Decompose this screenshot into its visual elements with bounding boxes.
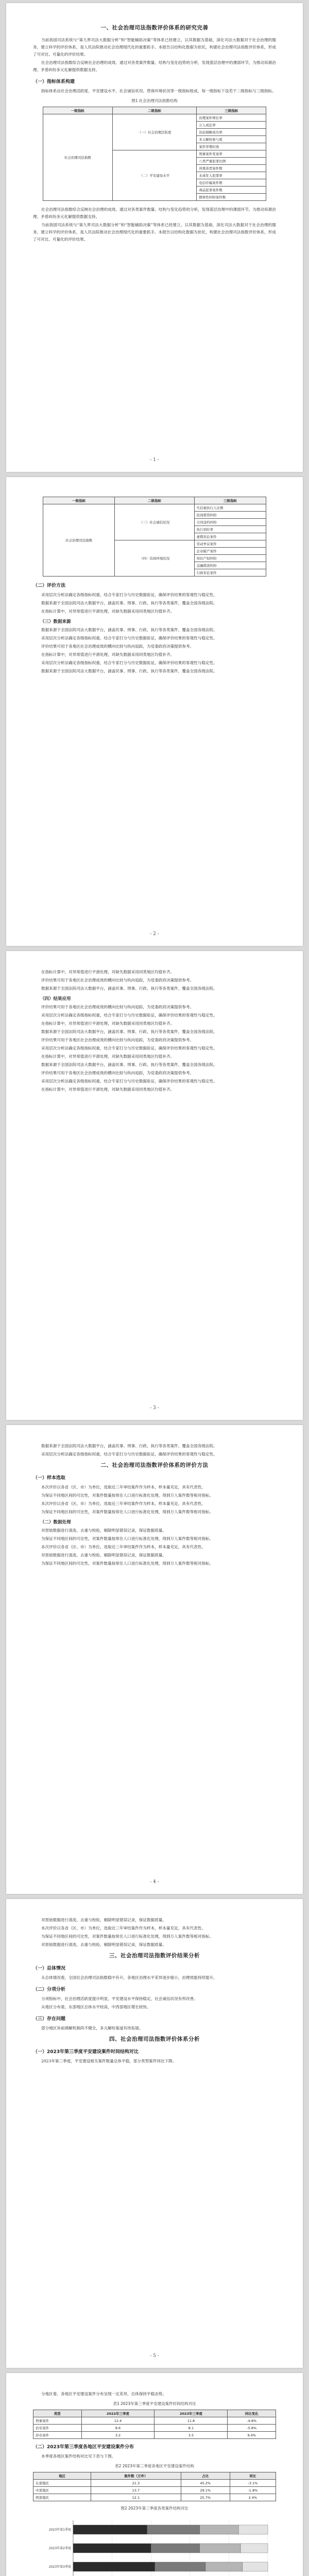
subheading: （二）2023年第三季度各地区平安建设案件分布 [33,2445,134,2450]
category-label: 2023年第2季度 [48,2547,71,2550]
subheading: （二）评价方法 [33,583,66,588]
table-cell: 社会治理司法指数 [43,504,114,577]
category-label: 2023年第1季度 [48,2528,71,2532]
paragraph: 部分地区诉前调解机制尚不健全，多元解纷渠道有待拓展。 [41,2026,143,2030]
paragraph: 评价结果可用于各地区社会治理成效的横向比较与纵向追踪，为党委政府决策提供参考。 [41,1038,194,1042]
paragraph: 分项指标中，社会治理活跃度提升明显，平安建设水平保持稳定，社会诚信状况有所改善。 [41,1996,198,2001]
table-header: 类型 [33,2410,82,2417]
paragraph: 当前我国司法系统与“第九界司法大数据分析”和“智能辅助决策”等体系已经建立，以其数据为基础，深化司法大数据对于社会治理的服务，建立科学的评价体系，是人民法院推动社会治理现代化的重要抓手。本报告以结构化数据为依托，构建社会治理司法指数评价体系，形成了可对比、可量化的评价结果。 [33,38,276,57]
table-header: 一级指标 [43,497,114,504]
paragraph: 采用层次分析法确定各级指标权重，结合专家打分与历史数据验证，确保评价结果的客观性与稳定性。 [41,636,217,640]
paragraph: 在指标计算中，对异常值进行平滑处理，对缺失数据采用同类地区均值补齐。 [41,1054,175,1059]
paragraph: 社会治理司法指数综合反映社会治理的成效。通过对各类案件数量、结构与变化趋势的分析，发现基层治理中的薄弱环节，为推动诉源治理、矛盾纠纷多元化解提供数据支持。 [33,207,276,219]
paragraph: 评价结果可用于各地区社会治理成效的横向比较与纵向追踪，为党委政府决策提供参考。 [41,978,194,982]
page-number: - 2 - [150,931,159,937]
table-cell: 劳动争议案件 [194,540,266,548]
subheading: （一）总体情况 [33,1966,66,1971]
paragraph: 对原始数据进行清洗、去重与校验，剔除明显错误记录，保证数据质量。 [41,1918,166,1922]
paragraph: 为保证不同地区间的可比性，对案件数量按常住人口进行标准化处理，得到万人案件数等相对指标。 [41,1561,214,1566]
subheading: （二）分项分析 [33,1987,66,1992]
paragraph: 为保证不同地区间的可比性，对案件数量按常住人口进行标准化处理，得到万人案件数等相对指标。 [41,1536,214,1541]
table-cell: 8.1 [154,2425,228,2432]
bar-segment [155,2562,205,2571]
table-cell: 行政诉讼案件 [194,569,266,577]
page-6 [6,2373,303,2576]
table-cell: 失信被执行人比例 [194,504,266,512]
table-cell: 8.6 [81,2425,154,2432]
paragraph: 采用层次分析法确定各级指标权重，结合专家打分与历史数据验证，确保评价结果的客观性与稳定性。 [41,660,217,665]
table-header: 2023年三季度 [154,2410,228,2417]
paragraph: 采用层次分析法确定各级指标权重，结合专家打分与历史数据验证，确保评价结果的客观性与稳定性。 [41,1079,217,1083]
paragraph: 2023年第三季度，平安建设相关案件数量总体平稳，部分类型案件同比下降。 [41,2059,177,2063]
paragraph: 当前我国司法系统与“第九界司法大数据分析”和“智能辅助决策”等体系已经建立，以其数据为基础，深化司法大数据对于社会治理的服务，建立科学的评价体系，是人民法院推动社会治理现代化的重要抓手。本报告以结构化数据为依托，构建社会治理司法指数评价体系，形成了可对比、可量化的评价结果。 [33,223,276,242]
page-number: - 4 - [150,1879,159,1885]
paragraph: 本季度各地区案件结构对比见下表与下图。 [41,2454,116,2459]
index-table [43,107,266,201]
table-cell: 13.7 [91,2487,181,2494]
paragraph: 在指标计算中，对异常值进行平滑处理，对缺失数据采用同类地区均值补齐。 [41,970,175,974]
paragraph: 社会治理司法指数综合反映社会治理的成效。通过对各类案件数量、结构与变化趋势的分析，发现基层治理中的薄弱环节，为推动诉源治理、矛盾纠纷多元化解提供数据支持。 [33,60,276,72]
table-cell: 社会治理司法指数 [43,114,112,201]
table-row [33,2432,276,2439]
bar-segment [147,2525,200,2534]
table-cell: 3.2 [81,2432,154,2439]
table-cell: 25.7% [181,2494,230,2501]
table-cell: 12.1 [91,2494,181,2501]
table-cell: 刑事案件 [33,2417,82,2425]
table-row [33,2487,276,2494]
table-cell: 治理案件增长率 [197,114,266,122]
subheading: （一）样本选取 [33,1476,66,1481]
table-cell: （二）平安建设水平 [112,150,197,201]
paragraph: 数据来源于全国法院司法大数据平台，涵盖民事、刑事、行政、执行等各类案件，覆盖全国各级法院。 [41,1029,217,1034]
paragraph: 指标体系由社会治理活跃度、平安建设水平、社会诚信状况、营商环境状况等一级指标组成，每一级指标下设若干二级指标与三级指标。 [41,89,276,93]
page-5 [6,1899,303,2368]
table-header: 2022年三季度 [81,2410,154,2417]
paragraph: 数据来源于全国法院司法大数据平台，涵盖民事、刑事、行政、执行等各类案件，覆盖全国各级法院。 [41,986,217,991]
section-heading: 一、社会治理司法指数评价体系的研究完善 [100,25,209,31]
category-label: 2023年第3季度 [48,2565,71,2569]
table-cell: 案件审理时效 [197,143,266,150]
bar-segment [241,2544,268,2553]
paragraph: 数据来源于全国法院司法大数据平台，涵盖民事、刑事、行政、执行等各类案件，覆盖全国各级法院。 [41,669,217,673]
table-cell: 群体性纠纷案件数 [197,194,266,201]
data-table [33,2472,276,2501]
paragraph: 从总体情况看，全国社会治理司法指数稳中有升，各地区治理水平差异逐步缩小，治理效能持续提升。 [41,1975,217,1980]
paragraph: 从地区分布看，东部地区总体水平较高，中西部地区增长较快。 [41,2005,151,2009]
section-heading: 二、社会治理司法指数评价体系的评价方法 [100,1462,209,1468]
bar-segment [73,2544,151,2553]
page-number: - 5 - [150,2353,159,2359]
table-cell: 45.2% [181,2480,230,2487]
table-cell: （一）社会治理活跃度 [112,114,197,150]
page-2 [6,477,303,946]
paragraph: 本次评价以各省（区、市）为单位，选取近三年审结案件作为样本，样本量充足，具有代表性。 [41,1545,205,1549]
table-header: 三级指标 [194,497,266,504]
table-cell: （三）社会诚信状况 [115,504,194,540]
table-header: 二级指标 [112,107,197,114]
table-row [33,2480,276,2487]
table-cell: -3.1% [230,2480,276,2487]
bar-segment [238,2525,268,2534]
subheading: （二）数据处理 [40,1520,71,1525]
table-cell: -4.8% [228,2417,276,2425]
table-cell: 知识产权纠纷 [194,555,266,562]
paragraph: 分地区看，各地区平安建设案件分布呈现一定差异，总体保持平稳态势。 [41,2392,166,2396]
paragraph: 评价结果可用于各地区社会治理成效的横向比较与纵向追踪，为党委政府决策提供参考。 [41,1005,194,1009]
paragraph: 对原始数据进行清洗、去重与校验，剔除明显错误记录，保证数据质量。 [41,1553,166,1557]
subheading: （三）数据来源 [40,619,71,624]
paragraph: 评价结果可用于各地区社会治理成效的横向比较与纵向追踪，为党委政府决策提供参考。 [41,644,194,649]
table-header: 同比 [230,2472,276,2480]
table-cell: 金融借款纠纷 [194,562,266,569]
table-row [33,2494,276,2501]
paragraph: 在指标计算中，对异常值进行平滑处理，对缺失数据采用同类地区均值补齐。 [41,1087,175,1092]
index-table [43,497,266,577]
table-cell: 9.4% [228,2432,276,2439]
bar-segment [151,2544,200,2553]
table-cell: 电信诈骗案件数 [197,179,266,187]
table-cell: 毒品犯罪案件数 [197,187,266,194]
table-cell: 民间借贷纠纷 [194,512,266,519]
bar-segment [73,2562,155,2571]
table-cell: -1.8% [230,2487,276,2494]
page-number: - 3 - [150,1405,159,1411]
table-cell: 12.4 [81,2417,154,2425]
bar-segment [200,2525,239,2534]
table-cell: 多元解纷参与度 [197,136,266,143]
table-cell: 涉黑涉恶案件数 [197,165,266,172]
subheading: （一）指标体系构建 [33,79,75,84]
table-cell: 企业破产案件 [194,548,266,555]
paragraph: 数据来源于全国法院司法大数据平台，涵盖民事、刑事、行政、执行等各类案件，覆盖全国各级法院。 [41,1062,217,1067]
paragraph: 采用层次分析法确定各级指标权重，结合专家打分与历史数据验证，确保评价结果的客观性与稳定性。 [41,592,217,597]
bar-segment [243,2562,268,2571]
table-row [33,2417,276,2425]
table-cell: 西部地区 [33,2494,91,2501]
table-cell: 合同违约纠纷 [194,519,266,526]
page-3 [6,951,303,1420]
table-cell: 11.8 [154,2417,228,2425]
table-cell: 中部地区 [33,2487,91,2494]
table-row [33,2425,276,2432]
paragraph: 本次评价以各省（区、市）为单位，选取近三年审结案件作为样本，样本量充足，具有代表性。 [41,1501,205,1506]
paragraph: 本次评价以各省（区、市）为单位，选取近三年审结案件作为样本，样本量充足，具有代表性。 [41,1926,205,1930]
paragraph: 在指标计算中，对异常值进行平滑处理，对缺失数据采用同类地区均值补齐。 [41,609,175,614]
page-number: - 1 - [150,457,159,463]
paragraph: 采用层次分析法确定各级指标权重，结合专家打分与历史数据验证，确保评价结果的客观性与稳定性。 [41,1013,217,1018]
data-table [33,2410,276,2439]
bar-segment [205,2562,243,2571]
table-cell: 虚假诉讼案件 [194,533,266,540]
paragraph: 为保证不同地区间的可比性，对案件数量按常住人口进行标准化处理，得到万人案件数等相对指标。 [41,1934,214,1939]
paragraph: 数据来源于全国法院司法大数据平台，涵盖民事、刑事、行政、执行等各类案件，覆盖全国各级法院。 [41,601,217,605]
paragraph: 采用层次分析法确定各级指标权重，结合专家打分与历史数据验证，确保评价结果的客观性与稳定性。 [41,1046,217,1050]
table-cell: 21.3 [91,2480,181,2487]
table-cell: 八类严重犯罪比例 [197,158,266,165]
bar-segment [73,2525,147,2534]
chart-caption: 图2 2023年第三季度各类案件结构对比 [121,2506,188,2511]
paragraph: 数据来源于全国法院司法大数据平台，涵盖民事、刑事、行政、执行等各类案件，覆盖全国各级法院。 [41,1444,217,1448]
table-cell: 未成年人犯罪率 [197,172,266,179]
table-cell: 2.4% [230,2494,276,2501]
paragraph: 对原始数据进行清洗、去重与校验，剔除明显错误记录，保证数据质量。 [41,1942,166,1947]
table-cell: （四）营商环境状况 [115,540,194,577]
table-cell: -5.8% [228,2425,276,2432]
table-header: 案件数（万件） [91,2472,181,2480]
table-cell: 治安案件 [33,2425,82,2432]
section-heading: 三、社会治理司法指数评价结果分析 [109,1953,200,1959]
table-cell: 29.1% [181,2487,230,2494]
stacked-bar-chart [33,2516,276,2576]
paragraph: 采用层次分析法确定各级指标权重，结合专家打分与历史数据验证，确保评价结果的客观性与稳定性。 [41,1452,217,1456]
table-caption: 表1 2023年第三季度平安建设案件时间结构对比 [113,2401,196,2406]
page-4 [6,1425,303,1894]
table-cell: 执行到位率 [194,526,266,533]
paragraph: 本次评价以各省（区、市）为单位，选取近三年审结案件作为样本，样本量充足，具有代表性。 [41,1485,205,1489]
table-header: 二级指标 [115,497,194,504]
subheading: （四）结果应用 [40,996,71,1002]
paragraph: 数据来源于全国法院司法大数据平台，涵盖民事、刑事、行政、执行等各类案件，覆盖全国各级法院。 [41,628,217,632]
table-header: 占比 [181,2472,230,2480]
section-heading: 四、社会治理司法指数评价体系分析 [109,2036,200,2042]
table-caption: 图1 社会治理司法指数结构 [131,98,178,103]
table-cell: 涉众案件 [33,2432,82,2439]
paragraph: 为保证不同地区间的可比性，对案件数量按常住人口进行标准化处理，得到万人案件数等相对指标。 [41,1493,214,1498]
table-header: 同比变化 [228,2410,276,2417]
subheading: （一）2023年第三季度平安建设案件时间结构对比 [33,2049,139,2055]
table-cell: 刑事案件发案率 [197,150,266,158]
table-cell: 东部地区 [33,2480,91,2487]
table-cell: 3.5 [154,2432,228,2439]
paragraph: 在指标计算中，对异常值进行平滑处理，对缺失数据采用同类地区均值补齐。 [41,652,175,657]
table-cell: 诉前调解成功率 [197,129,266,136]
paragraph: 对原始数据进行清洗、去重与校验，剔除明显错误记录，保证数据质量。 [41,1528,166,1533]
table-caption: 表2 2023年第三季度各地区平安建设案件结构 [115,2464,194,2468]
paragraph: 在指标计算中，对异常值进行平滑处理，对缺失数据采用同类地区均值补齐。 [41,1021,175,1026]
paragraph: 评价结果可用于各地区社会治理成效的横向比较与纵向追踪，为党委政府决策提供参考。 [41,1071,194,1075]
bar-segment [200,2544,241,2553]
table-cell: 万人成讼率 [197,122,266,129]
page-1 [6,3,303,472]
table-header: 一级指标 [43,107,112,114]
table-header: 三级指标 [197,107,266,114]
paragraph: 为保证不同地区间的可比性，对案件数量按常住人口进行标准化处理，得到万人案件数等相对指标。 [41,1510,214,1514]
table-header: 地区 [33,2472,91,2480]
subheading: （三）存在问题 [33,2016,66,2022]
